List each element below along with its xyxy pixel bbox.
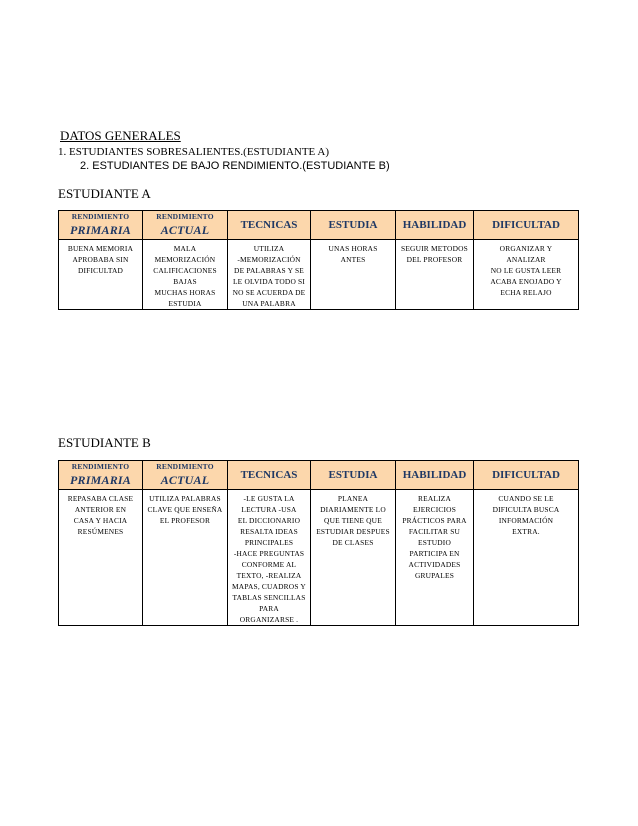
col-label-small: RENDIMIENTO (71, 212, 130, 221)
col-rendimiento-primaria (59, 211, 143, 240)
col-label-big: PRIMARIA (70, 223, 131, 237)
table-cell: -LE GUSTA LA LECTURA -USA EL DICCIONARIO RESALTA IDEAS PRINCIPALES -HACE PREGUNTAS CONFORME AL TEXTO, -REALIZA MAPAS, CUADROS Y TABLAS SENCILLAS PARA ORGANIZARSE . (228, 490, 311, 626)
student-b-title: ESTUDIANTE B (58, 435, 151, 450)
table-row (59, 240, 579, 310)
table-cell: UTILIZA PALABRAS CLAVE QUE ENSEÑA EL PROFESOR (143, 490, 228, 626)
student-b-table (58, 460, 579, 626)
col-label-small: RENDIMIENTO (156, 462, 214, 471)
col-tecnicas: TECNICAS (228, 461, 311, 490)
table-cell: PLANEA DIARIAMENTE LO QUE TIENE QUE ESTUDIAR DESPUES DE CLASES (311, 490, 396, 626)
col-tecnicas: TECNICAS (228, 211, 311, 240)
col-habilidad: HABILIDAD (396, 211, 474, 240)
col-label-small: RENDIMIENTO (71, 462, 130, 471)
table-cell: REPASABA CLASE ANTERIOR EN CASA Y HACIA RESÚMENES (59, 490, 143, 626)
list-item-1: 1. ESTUDIANTES SOBRESALIENTES.(ESTUDIANTE A) (58, 146, 330, 158)
table-cell: CUANDO SE LE DIFICULTA BUSCA INFORMACIÓN EXTRA. (474, 490, 579, 626)
col-estudia: ESTUDIA (311, 211, 396, 240)
col-dificultad: DIFICULTAD (474, 461, 579, 490)
col-label-big: PRIMARIA (70, 473, 131, 487)
table-cell: BUENA MEMORIA APROBABA SIN DIFICULTAD (59, 240, 143, 310)
table-cell: SEGUIR METODOS DEL PROFESOR (396, 240, 474, 310)
col-label-big: ACTUAL (160, 473, 210, 487)
col-dificultad: DIFICULTAD (474, 211, 579, 240)
col-rendimiento-actual (143, 211, 228, 240)
table-cell: ORGANIZAR Y ANALIZAR NO LE GUSTA LEER ACABA ENOJADO Y ECHA RELAJO (474, 240, 579, 310)
student-a-table (58, 210, 579, 310)
col-rendimiento-actual (143, 461, 228, 490)
table-cell: REALIZA EJERCICIOS PRÁCTICOS PARA FACILITAR SU ESTUDIO PARTICIPA EN ACTIVIDADES GRUPALES (396, 490, 474, 626)
col-label-big: ACTUAL (160, 223, 210, 237)
student-a-title: ESTUDIANTE A (58, 186, 151, 201)
section-title: DATOS GENERALES (60, 128, 181, 143)
table-header-row (59, 461, 579, 490)
table-row (59, 490, 579, 626)
list-item-2: 2. ESTUDIANTES DE BAJO RENDIMIENTO.(ESTUDIANTE B) (80, 160, 390, 172)
table-cell: UTILIZA -MEMORIZACIÓN DE PALABRAS Y SE LE OLVIDA TODO SI NO SE ACUERDA DE UNA PALABRA (228, 240, 311, 310)
table-header-row (59, 211, 579, 240)
col-label-small: RENDIMIENTO (156, 212, 214, 221)
table-cell: MALA MEMORIZACIÓN CALIFICACIONES BAJAS MUCHAS HORAS ESTUDIA (143, 240, 228, 310)
col-habilidad: HABILIDAD (396, 461, 474, 490)
table-cell: UNAS HORAS ANTES (311, 240, 396, 310)
col-rendimiento-primaria (59, 461, 143, 490)
col-estudia: ESTUDIA (311, 461, 396, 490)
